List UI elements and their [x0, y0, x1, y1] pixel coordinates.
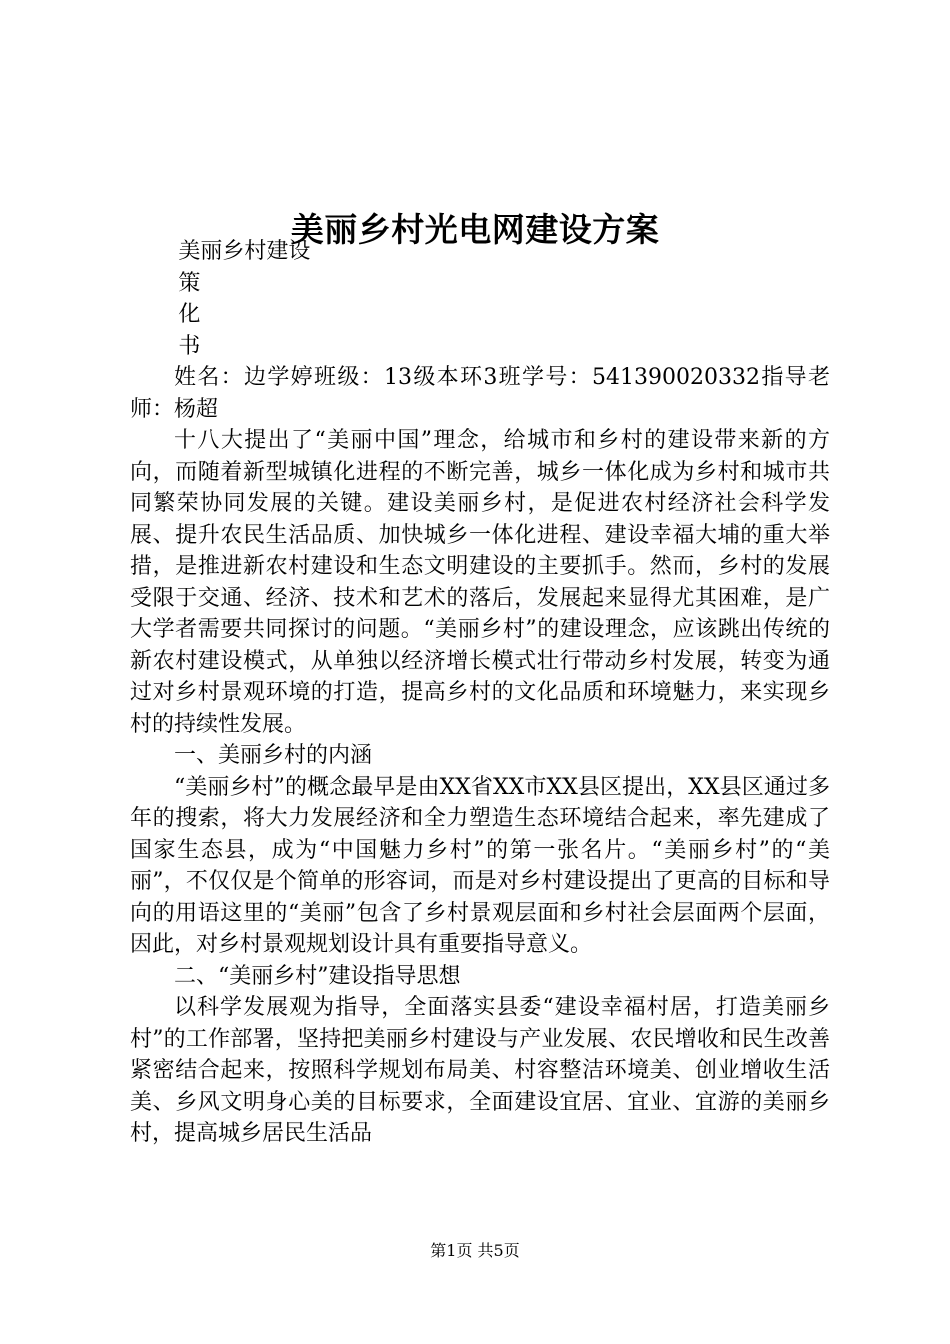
section-heading-1: 一、美丽乡村的内涵	[174, 743, 373, 768]
page-indicator: 第1页 共5页	[430, 1241, 520, 1260]
section-heading-2: 二、“美丽乡村”建设指导思想	[174, 963, 461, 989]
document-title: 美丽乡村光电网建设方案	[290, 210, 660, 250]
cover-line: 美丽乡村建设	[178, 239, 311, 264]
cover-line: 书	[178, 333, 201, 359]
author-info: 姓名：边学婷班级：13级本环3班学号：541390020332指导老师：杨超	[130, 365, 830, 422]
paragraph-section-2: 以科学发展观为指导，全面落实县委“建设幸福村居，打造美丽乡村”的工作部署，坚持把美丽乡村建设与产业发展、农民增收和民生改善紧密结合起来，按照科学规划布局美、村容整洁环境美、创业增收生活美、乡风文明身心美的目标要求，全面建设宜居、宜业、宜游的美丽乡村，提高城乡居民生活品	[130, 995, 830, 1146]
document-body	[130, 236, 830, 1150]
paragraph-intro: 十八大提出了“美丽中国”理念，给城市和乡村的建设带来新的方向，而随着新型城镇化进程的不断完善，城乡一体化成为乡村和城市共同繁荣协同发展的关键。建设美丽乡村，是促进农村经济社会科学发展、提升农民生活品质、加快城乡一体化进程、建设幸福大埔的重大举措，是推进新农村建设和生态文明建设的主要抓手。然而，乡村的发展受限于交通、经济、技术和艺术的落后，发展起来显得尤其困难，是广大学者需要共同探讨的问题。“美丽乡村”的建设理念，应该跳出传统的新农村建设模式，从单独以经济增长模式壮行带动乡村发展，转变为通过对乡村景观环境的打造，提高乡村的文化品质和环境魅力，来实现乡村的持续性发展。	[130, 428, 830, 737]
cover-line: 化	[178, 302, 201, 327]
paragraph-section-1: “美丽乡村”的概念最早是由XX省XX市XX县区提出，XX县区通过多年的搜索，将大力发展经济和全力塑造生态环境结合起来，率先建成了国家生态县，成为“中国魅力乡村”的第一张名片。“美丽乡村”的“美丽”，不仅仅是个简单的形容词，而是对乡村建设提出了更高的目标和导向的用语这里的“美丽”包含了乡村景观层面和乡村社会层面两个层面，因此，对乡村景观规划设计具有重要指导意义。	[130, 774, 830, 957]
page-footer	[0, 1240, 950, 1262]
cover-line: 策	[178, 270, 201, 296]
